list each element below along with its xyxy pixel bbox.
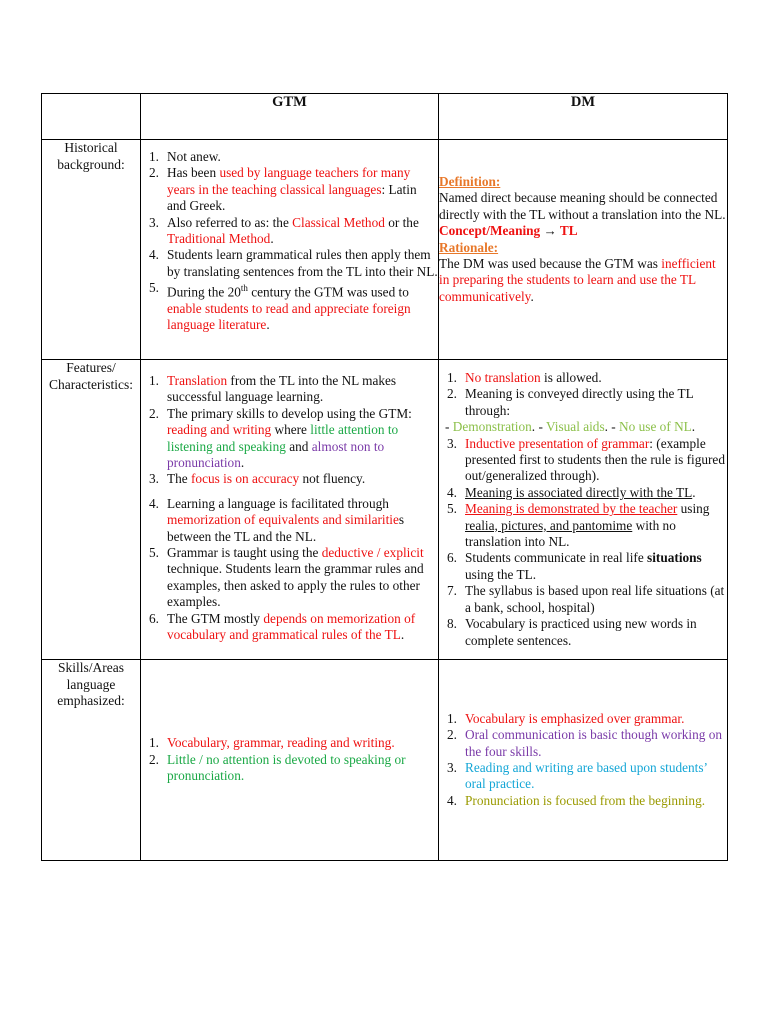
list-item: 2. The primary skills to develop using the GTM: reading and writing where little attention to listening and speaking and almost non to pronunciation. <box>149 405 412 471</box>
header-empty-cell <box>42 94 141 140</box>
rationale-text: The DM was used because the GTM was inefficient in preparing the students to learn and use the TL communicatively. <box>439 256 716 304</box>
rationale-heading: Rationale: <box>439 239 499 255</box>
gtm-historical-cell <box>141 140 439 360</box>
list-item: 4. Pronunciation is focused from the beginning. <box>447 792 706 808</box>
header-gtm: GTM <box>141 94 439 140</box>
gtm-features-list <box>141 373 438 644</box>
list-item: 1. Vocabulary is emphasized over grammar. <box>447 710 685 726</box>
dm-historical-cell <box>439 140 728 360</box>
dm-features-list <box>439 370 727 419</box>
list-item: 2. Has been used by language teachers for many years in the teaching classical languages: Latin and Greek. <box>149 165 417 214</box>
list-item: 1. Vocabulary, grammar, reading and writing. <box>149 735 395 751</box>
dm-skills-list <box>439 711 727 809</box>
list-item: 2. Meaning is conveyed directly using the TL through: <box>447 386 694 418</box>
header-row <box>42 94 728 140</box>
list-item: 1. Translation from the TL into the NL makes successful language learning. <box>149 373 397 405</box>
definition-text: Named direct because meaning should be connected directly with the TL without a translation into the NL. <box>439 190 726 222</box>
list-item: 4. Meaning is associated directly with the TL. <box>447 484 696 500</box>
list-item: 4. Learning a language is facilitated through memorization of equivalents and similarities between the TL and the NL. <box>149 495 405 544</box>
header-dm: DM <box>439 94 728 140</box>
list-item: 4. Students learn grammatical rules then apply them by translating sentences from the TL into their NL. <box>149 247 438 279</box>
list-item: 1. No translation is allowed. <box>447 370 602 385</box>
list-item: 5. During the 20th century the GTM was used to enable students to read and appreciate foreign language literature. <box>149 280 411 333</box>
row-skills <box>42 660 728 861</box>
gtm-skills-list <box>141 735 438 784</box>
label-features: Features/ Characteristics: <box>42 360 141 660</box>
gtm-historical-list <box>141 149 438 334</box>
techniques-line: - Demonstration. - Visual aids. - No use of NL. <box>445 419 696 435</box>
list-item: 6. Students communicate in real life situations using the TL. <box>447 550 702 582</box>
list-item: 2. Little / no attention is devoted to speaking or pronunciation. <box>149 751 406 784</box>
list-item: 3. The focus is on accuracy not fluency. <box>149 471 366 487</box>
gtm-skills-cell <box>141 660 439 861</box>
list-item: 3. Also referred to as: the Classical Method or the Traditional Method. <box>149 214 419 247</box>
list-item: 6. The GTM mostly depends on memorization of vocabulary and grammatical rules of the TL. <box>149 610 416 643</box>
definition-heading: Definition: <box>439 174 501 189</box>
arrow-icon: → <box>543 223 557 239</box>
list-item: 3. Reading and writing are based upon students’ oral practice. <box>447 760 707 792</box>
list-item: 3. Inductive presentation of grammar: (example presented first to students then the rule is figured out/generalized through). <box>447 435 725 484</box>
list-item: 1. Not anew. <box>149 149 221 164</box>
dm-features-list-2 <box>439 436 727 649</box>
list-item: 7. The syllabus is based upon real life situations (at a bank, school, hospital) <box>447 583 725 615</box>
list-item: 2. Oral communication is basic though working on the four skills. <box>447 727 723 759</box>
comparison-table <box>41 93 728 861</box>
list-item: 5. Meaning is demonstrated by the teacher using realia, pictures, and pantomime with no translation into NL. <box>447 501 710 550</box>
list-item: 8. Vocabulary is practiced using new words in complete sentences. <box>447 616 697 648</box>
label-historical: Historical background: <box>42 140 141 360</box>
row-historical <box>42 140 728 360</box>
dm-skills-cell <box>439 660 728 861</box>
gtm-features-cell <box>141 360 439 660</box>
label-skills: Skills/Areas language emphasized: <box>42 660 141 861</box>
dm-features-cell <box>439 360 728 660</box>
list-item: 5. Grammar is taught using the deductive / explicit technique. Students learn the grammar rules and examples, then asked to apply the rules to other examples. <box>149 545 424 610</box>
concept-line: Concept/Meaning → TL <box>439 223 578 239</box>
row-features <box>42 360 728 660</box>
